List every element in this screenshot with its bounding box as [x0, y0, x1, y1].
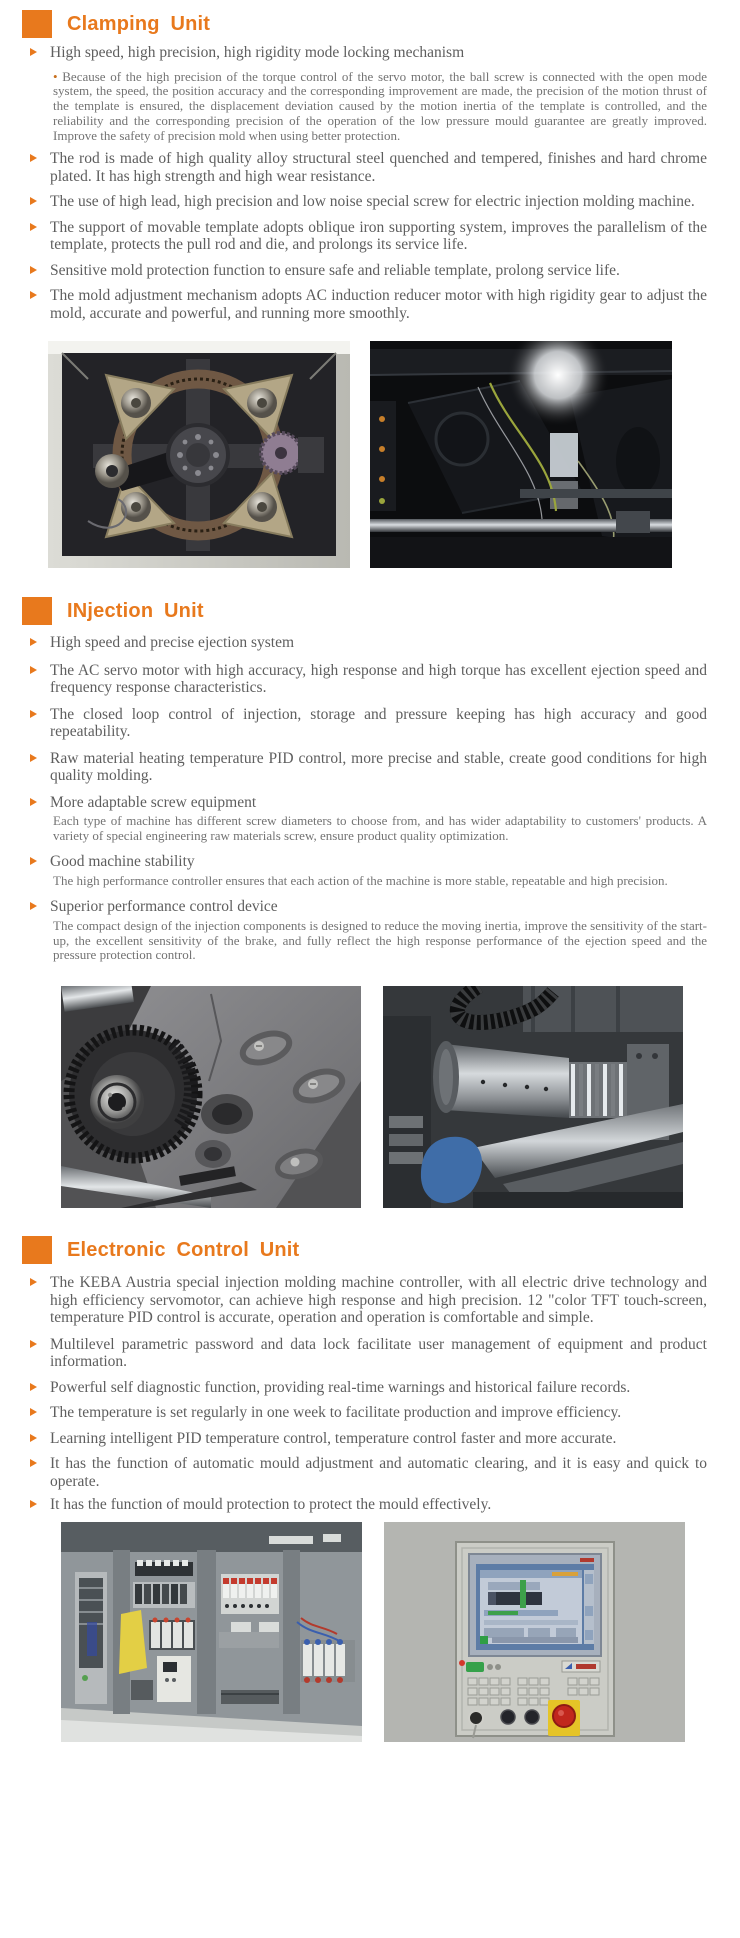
bullet-item: The mold adjustment mechanism adopts AC induction reducer motor with high rigidity gear to adjust the mold, accurate and powerful, and running more smoothly. [50, 287, 707, 322]
photo-row-injection [61, 986, 740, 1208]
bullet-item: Superior performance control device [50, 898, 707, 916]
section-title: Electronic Control Unit [67, 1238, 300, 1261]
section-clamping-unit [0, 10, 740, 568]
bullet-sub-paragraph: • Because of the high precision of the torque control of the servo motor, the ball screw is connected with the open mode system, the speed, the position accuracy and the corresponding improvement are made, the precision of the motion thrust of the template is ensured, the displacement deviation caused by the motion inertia of the template is controlled, and the reliability and the corresponding precision of the operation of the low pressure mould guarantee are greatly improved. Improve the safety of precision mold when using better protection. [53, 70, 707, 144]
section-header-electronic [0, 1236, 740, 1264]
bullet-item: The support of movable template adopts oblique iron supporting system, improves the parallelism of the template, protects the pull rod and die, and prolongs its service life. [50, 218, 707, 254]
bullet-sub-paragraph: Each type of machine has different screw diameters to choose from, and has wider adaptability to customers' products. A variety of special engineering raw materials screw, ensure product quality optimization. [53, 813, 707, 844]
section-header-injection [0, 597, 740, 625]
bullet-item: It has the function of automatic mould adjustment and automatic clearing, and it is easy and quick to operate. [50, 1455, 707, 1490]
clamping-front-view-photo [48, 341, 350, 568]
bullet-item: More adaptable screw equipment [50, 794, 707, 812]
bullet-item: Multilevel parametric password and data lock facilitate user management of equipment and product information. [50, 1335, 707, 1371]
control-cabinet-photo [61, 1522, 362, 1742]
bullet-item: Good machine stability [50, 853, 707, 871]
bullet-item: It has the function of mould protection to protect the mould effectively. [50, 1496, 707, 1514]
injection-gear-belt-photo [61, 986, 361, 1208]
operator-panel-photo [384, 1522, 685, 1742]
orange-square-icon [22, 10, 52, 38]
bullet-item: The temperature is set regularly in one week to facilitate production and improve efficiency. [50, 1404, 707, 1422]
photo-row-clamping [48, 341, 740, 568]
bullet-item: The use of high lead, high precision and low noise special screw for electric injection molding machine. [50, 193, 707, 211]
section-title: Clamping Unit [67, 12, 211, 35]
photo-row-electronic [61, 1522, 740, 1742]
bullet-sub-paragraph: The high performance controller ensures that each action of the machine is more stable, repeatable and high precision. [53, 872, 668, 888]
orange-square-icon [22, 597, 52, 625]
bullet-item: High speed, high precision, high rigidity mode locking mechanism [50, 44, 707, 62]
section-injection-unit [0, 597, 740, 1208]
bullet-item: The closed loop control of injection, storage and pressure keeping has high accuracy and good repeatability. [50, 705, 707, 741]
bullet-item: Sensitive mold protection function to ensure safe and reliable template, prolong service life. [50, 262, 707, 280]
bullet-item: High speed and precise ejection system [50, 634, 707, 652]
bullet-item: Learning intelligent PID temperature control, temperature control faster and more accurate. [50, 1430, 707, 1448]
section-header-clamping [0, 10, 740, 38]
bullet-item: Powerful self diagnostic function, providing real-time warnings and historical failure records. [50, 1379, 707, 1397]
bullet-sub-paragraph: The compact design of the injection components is designed to reduce the moving inertia, improve the sensitivity of the start-up, the excellent sensitivity of the brake, and fully reflect the high response performance of the ejection speed and the pressure protection control. [53, 917, 707, 963]
bullet-item: Raw material heating temperature PID control, more precise and stable, create good conditions for high quality molding. [50, 749, 707, 785]
bullet-item: The KEBA Austria special injection molding machine controller, with all electric drive technology and high efficiency servomotor, can achieve high response and high precision. 12 "color TFT touch-screen, temperature PID control is accurate, operation and operation is comfortable and simple. [50, 1274, 707, 1327]
clamping-interior-photo [370, 341, 672, 568]
orange-square-icon [22, 1236, 52, 1264]
bullet-item: The AC servo motor with high accuracy, high response and high torque has excellent ejection speed and frequency response characteristics. [50, 661, 707, 697]
injection-screw-photo [383, 986, 683, 1208]
section-title: INjection Unit [67, 599, 204, 622]
bullet-item: The rod is made of high quality alloy structural steel quenched and tempered, finishes and hard chrome plated. It has high strength and high wear resistance. [50, 150, 707, 185]
section-electronic-control-unit [0, 1236, 740, 1742]
